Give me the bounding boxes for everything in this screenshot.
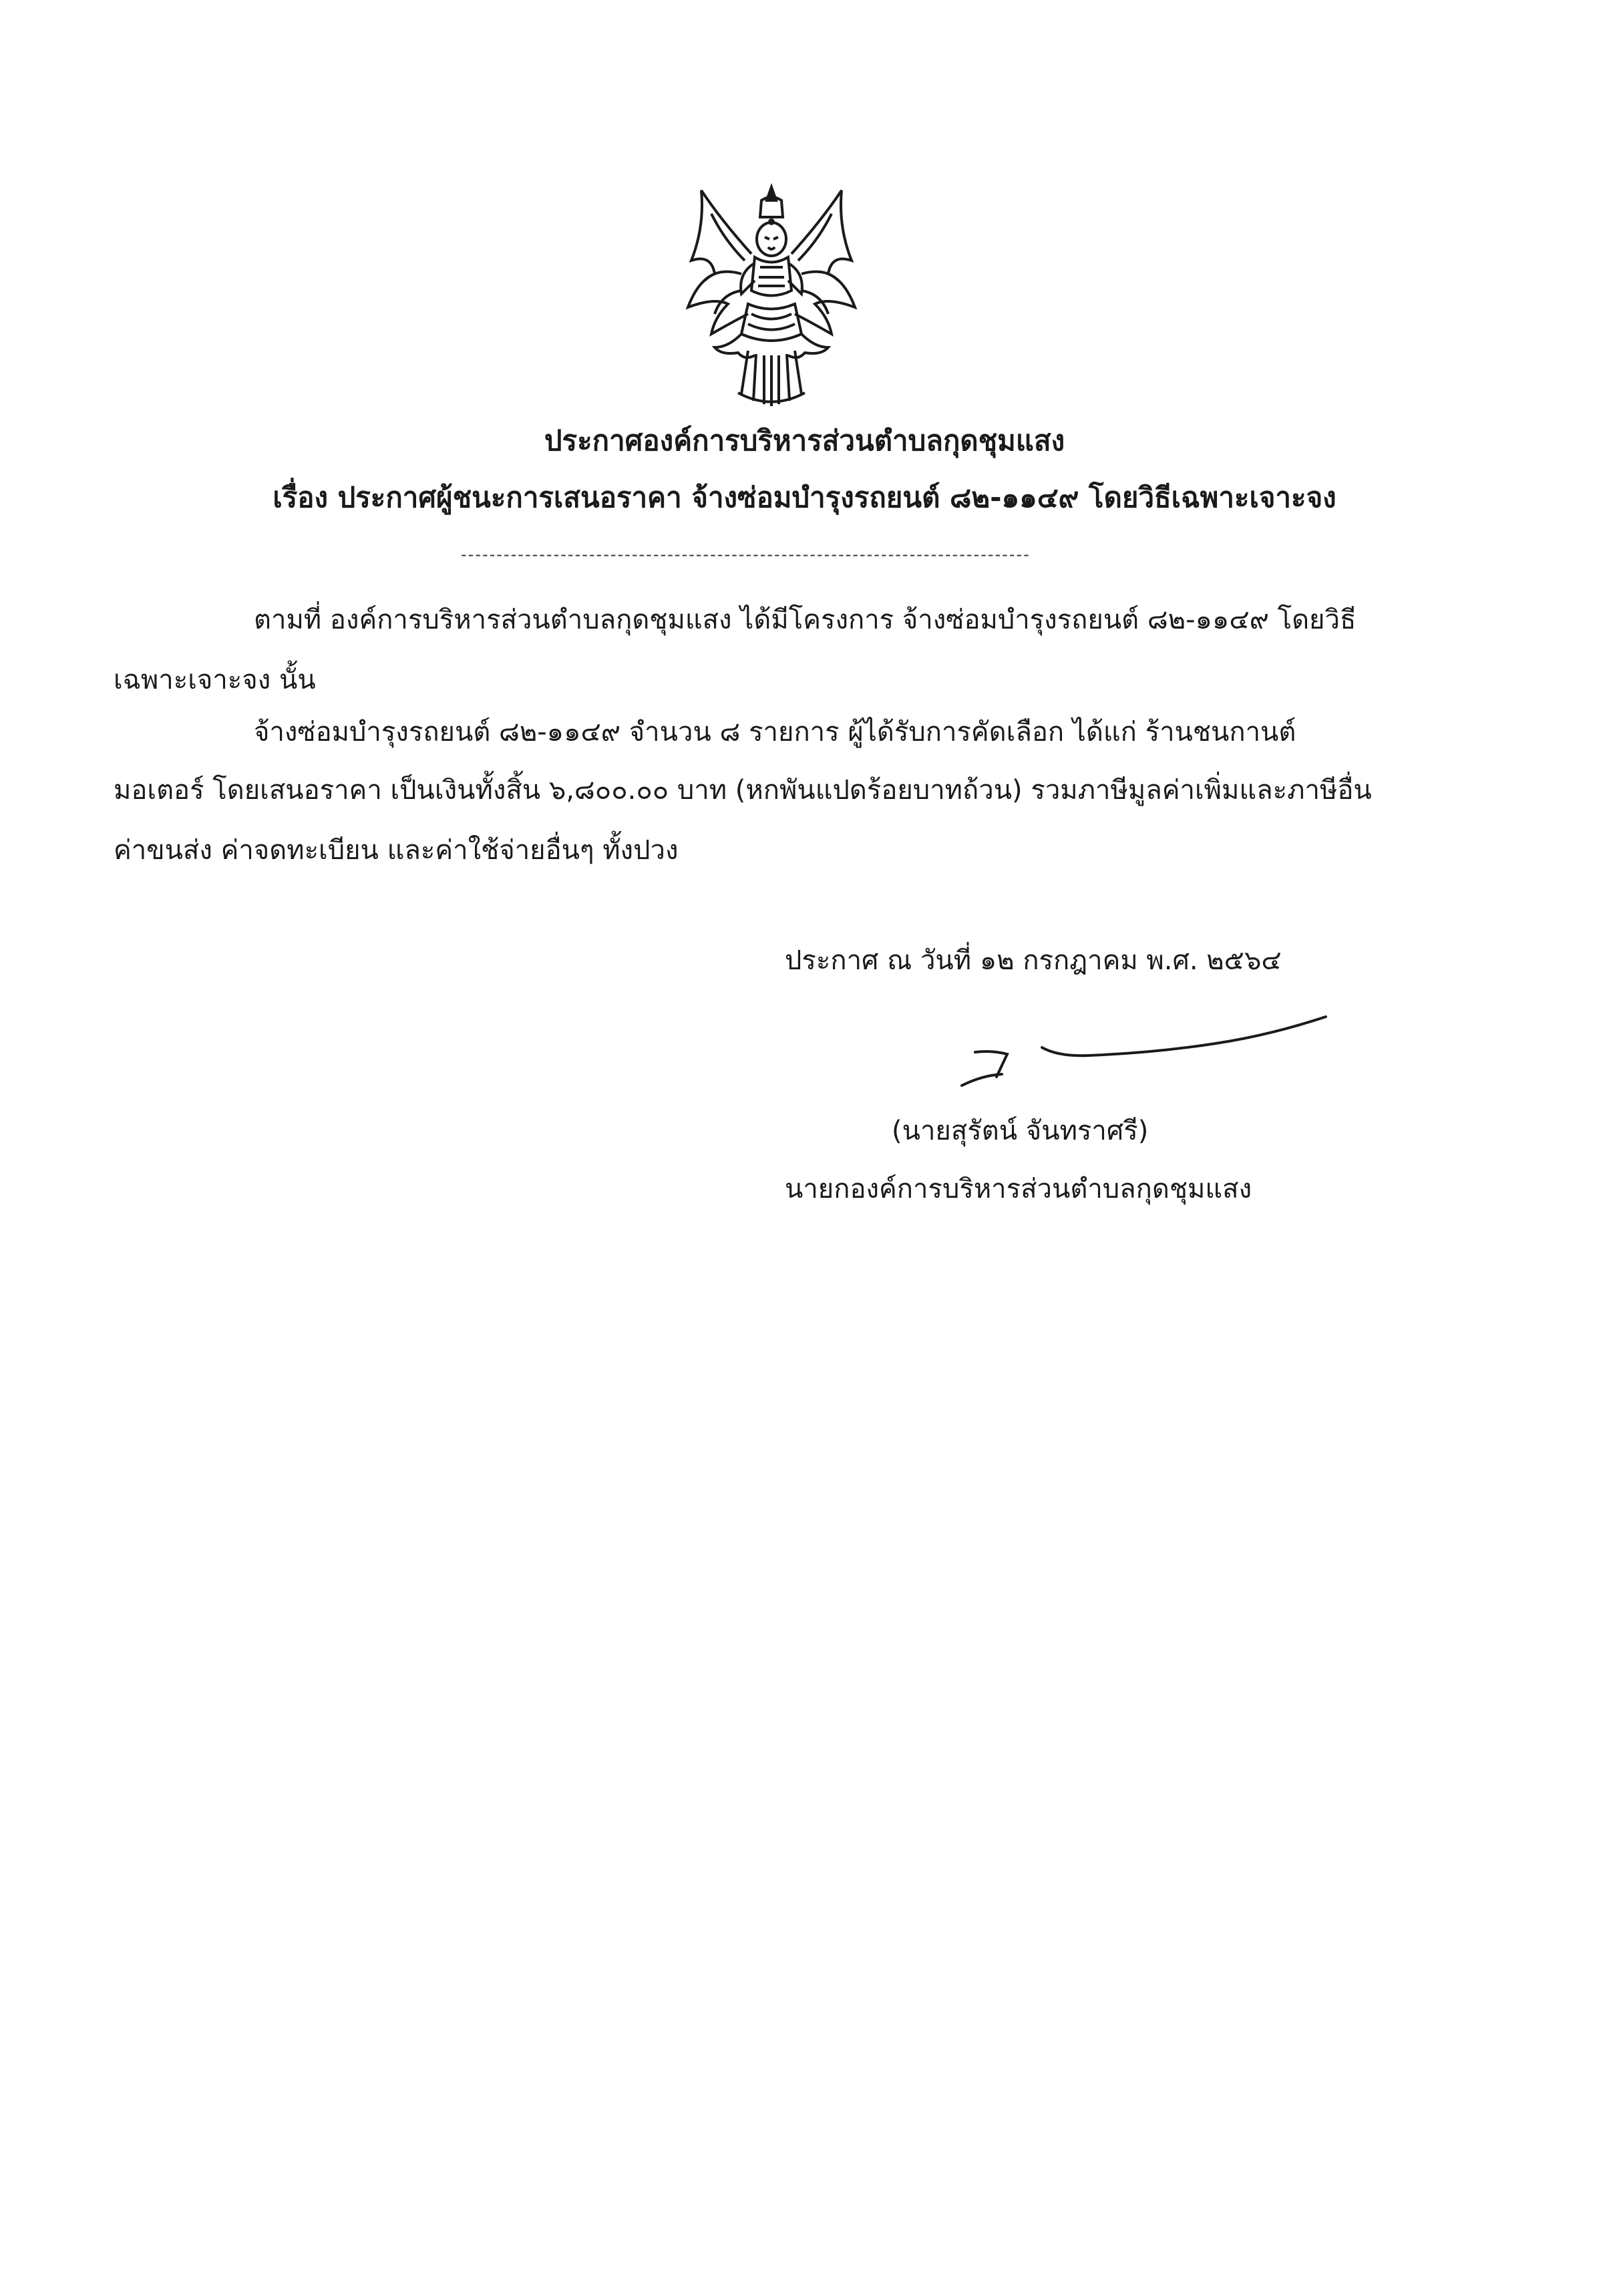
subject-heading: เรื่อง ประกาศผู้ชนะการเสนอราคา จ้างซ่อมบำรุงรถยนต์ ๘๒-๑๑๔๙ โดยวิธีเฉพาะเจาะจง (273, 481, 1336, 514)
handwritten-signature (935, 1002, 1343, 1096)
signer-title: นายกองค์การบริหารส่วนตำบลกุดชุมแสง (785, 1174, 1252, 1204)
paragraph1-line1: ตามที่ องค์การบริหารส่วนตำบลกุดชุมแสง ได้มีโครงการ จ้างซ่อมบำรุงรถยนต์ ๘๒-๑๑๔๙ โดยวิธี (254, 605, 1357, 635)
separator-line: -------------------------------------------------------------------------------- (461, 545, 1031, 564)
garuda-emblem-icon (675, 180, 868, 414)
signer-name: (นายสุรัตน์ จันทราศรี) (892, 1116, 1149, 1146)
announcement-date: ประกาศ ณ วันที่ ๑๒ กรกฎาคม พ.ศ. ๒๕๖๔ (785, 945, 1282, 976)
paragraph2-line2: มอเตอร์ โดยเสนอราคา เป็นเงินทั้งสิ้น ๖,๘๐๐.๐๐ บาท (หกพันแปดร้อยบาทถ้วน) รวมภาษีมูลค่าเพิ่มและภาษีอื่น (114, 775, 1372, 806)
paragraph2-line3: ค่าขนส่ง ค่าจดทะเบียน และค่าใช้จ่ายอื่นๆ ทั้งปวง (114, 835, 679, 866)
paragraph2-line1: จ้างซ่อมบำรุงรถยนต์ ๘๒-๑๑๔๙ จำนวน ๘ รายการ ผู้ได้รับการคัดเลือก ได้แก่ ร้านชนกานต์ (254, 717, 1296, 748)
organization-heading: ประกาศองค์การบริหารส่วนตำบลกุดชุมแสง (544, 424, 1065, 457)
paragraph1-line2: เฉพาะเจาะจง นั้น (114, 665, 316, 695)
